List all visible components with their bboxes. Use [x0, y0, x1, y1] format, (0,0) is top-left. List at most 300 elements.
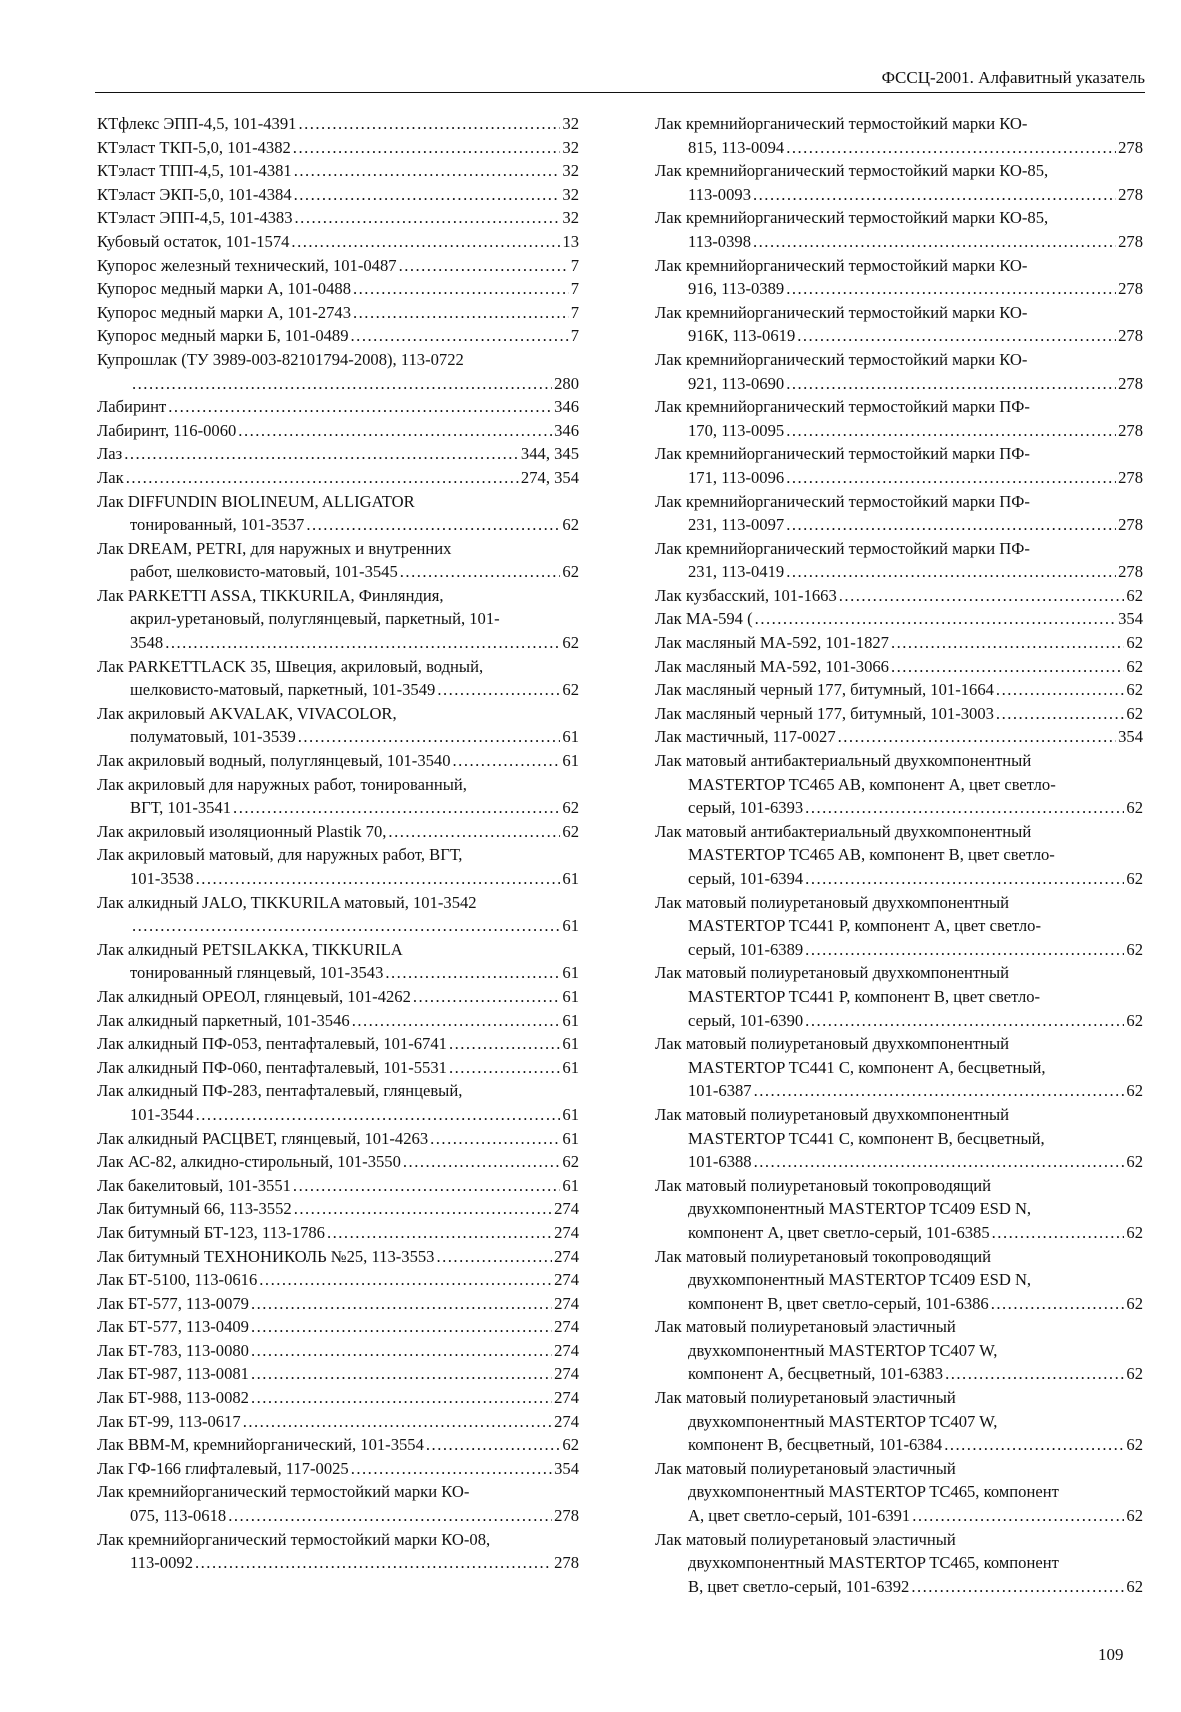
index-entry-text: Лак кузбасский, 101-1663: [655, 585, 837, 605]
index-entry-line: [655, 206, 1143, 230]
index-column-left: [97, 112, 579, 1575]
index-entry-line: [655, 301, 1143, 325]
dot-leader: [805, 867, 1124, 891]
index-entry: [97, 1127, 579, 1151]
index-entry: [97, 1032, 579, 1056]
index-entry-page-ref: 62: [1126, 1081, 1143, 1101]
index-entry-text: 101-3538: [130, 869, 194, 888]
index-entry-page-ref: 62: [562, 633, 579, 653]
index-entry-text: двухкомпонентный MASTERTOP TC465, компонент: [688, 1482, 1059, 1502]
index-entry-text: Лак матовый полиуретановый двухкомпонентный: [655, 892, 1010, 912]
page-number: 109: [1098, 1645, 1124, 1664]
index-entry-page-ref: 346: [554, 397, 579, 417]
index-entry-line: [655, 466, 1143, 490]
index-entry-line: [655, 678, 1143, 702]
dot-leader: [293, 1174, 560, 1198]
index-entry-page-ref: 278: [554, 1506, 579, 1526]
index-entry-text: КТэласт ТПП-4,5, 101-4381: [97, 161, 292, 181]
index-entry-text: ВГТ, 101-3541: [130, 798, 232, 818]
index-entry-text: Лак матовый антибактериальный двухкомпонентный: [655, 821, 1032, 841]
index-entry-line: [97, 1433, 579, 1457]
index-entry-page-ref: 62: [562, 1435, 579, 1455]
index-entry-page-ref: 61: [562, 1175, 579, 1195]
index-entry: [97, 490, 579, 537]
index-entry-text: 075, 113-0618: [130, 1506, 227, 1526]
dot-leader: [805, 938, 1124, 962]
dot-leader: [238, 419, 552, 443]
index-entry-line: [655, 1009, 1143, 1033]
index-entry-page-ref: 61: [562, 1057, 579, 1077]
dot-leader: [996, 702, 1124, 726]
index-entry-text: Лак кремнийорганический термостойкий марки КО-: [655, 349, 1028, 369]
index-entry: [97, 1174, 579, 1198]
index-entry: [97, 1528, 579, 1575]
dot-leader: [251, 1362, 552, 1386]
index-entry: [655, 490, 1143, 537]
index-entry-page-ref: 278: [1118, 562, 1143, 582]
index-entry-text: Лабиринт, 116-0060: [97, 420, 237, 440]
index-entry: [97, 1457, 579, 1481]
index-entry-line: [655, 1528, 1143, 1552]
index-entry-text: серый, 101-6394: [688, 869, 804, 888]
index-entry-line: [97, 183, 579, 207]
index-entry-page-ref: 354: [554, 1458, 579, 1478]
index-entry-text: MASTERTOP TC465 AB, компонент В, цвет светло-: [688, 845, 1055, 865]
index-entry: [97, 159, 579, 183]
dot-leader: [805, 796, 1124, 820]
index-entry-text: Лак МА-594 (: [655, 609, 753, 629]
dot-leader: [294, 159, 561, 183]
index-entry-page-ref: 61: [562, 727, 579, 747]
index-entry: [97, 1221, 579, 1245]
index-entry-line: [655, 1032, 1143, 1056]
dot-leader: [195, 1551, 552, 1575]
index-entry-line: [655, 749, 1143, 773]
index-entry: [97, 1079, 579, 1126]
index-entry-line: [97, 1174, 579, 1198]
index-entry-text: Лак акриловый матовый, для наружных работ, ВГТ,: [97, 845, 463, 865]
dot-leader: [449, 1032, 560, 1056]
index-entry: [655, 678, 1143, 702]
index-column-right: [655, 112, 1143, 1598]
index-entry-line: [97, 1315, 579, 1339]
index-entry: [655, 1386, 1143, 1457]
index-entry-text: MASTERTOP TC441 P, компонент В, цвет светло-: [688, 986, 1041, 1006]
index-entry-text: Лак битумный ТЕХНОНИКОЛЬ №25, 113-3553: [97, 1246, 435, 1266]
index-entry-line: [655, 1245, 1143, 1269]
index-entry-page-ref: 62: [1126, 633, 1143, 653]
index-entry-text: 101-6387: [688, 1081, 752, 1101]
index-entry: [655, 749, 1143, 820]
index-entry: [655, 702, 1143, 726]
dot-leader: [426, 1433, 561, 1457]
dot-leader: [786, 277, 1116, 301]
index-entry-line: [97, 513, 579, 537]
index-entry-text: КТэласт ЭКП-5,0, 101-4384: [97, 184, 292, 204]
index-entry-line: [97, 961, 579, 985]
index-entry: [655, 1528, 1143, 1599]
index-entry-line: [97, 301, 579, 325]
index-entry-text: тонированный, 101-3537: [130, 515, 305, 535]
index-entry-line: [655, 348, 1143, 372]
index-entry-line: [97, 1551, 579, 1575]
running-header: [95, 66, 1145, 93]
dot-leader: [753, 230, 1116, 254]
index-entry: [97, 183, 579, 207]
index-entry-line: [97, 1528, 579, 1552]
index-entry: [97, 702, 579, 749]
index-entry-text: двухкомпонентный MASTERTOP TC409 ESD N,: [688, 1270, 1032, 1290]
dot-leader: [413, 985, 561, 1009]
index-entry: [655, 348, 1143, 395]
dot-leader: [385, 961, 560, 985]
index-entry-page-ref: 274, 354: [520, 467, 579, 487]
index-entry-text: двухкомпонентный MASTERTOP TC407 W,: [688, 1340, 998, 1360]
index-entry-line: [97, 159, 579, 183]
dot-leader: [351, 1457, 552, 1481]
index-entry-line: [655, 1480, 1143, 1504]
dot-leader: [132, 372, 552, 396]
index-entry-text: 113-0398: [688, 231, 751, 251]
index-entry-text: Лак кремнийорганический термостойкий марки ПФ-: [655, 538, 1030, 558]
index-entry-line: [655, 1221, 1143, 1245]
index-entry-text: двухкомпонентный MASTERTOP TC409 ESD N,: [688, 1199, 1032, 1219]
index-entry-text: Лак акриловый изоляционный Plastik 70,: [97, 821, 387, 841]
index-entry-text: Лак кремнийорганический термостойкий марки КО-: [655, 114, 1028, 133]
index-entry-text: Лак БТ-988, 113-0082: [97, 1388, 249, 1408]
index-entry-text: Лак кремнийорганический термостойкий марки ПФ-: [655, 491, 1030, 511]
dot-leader: [294, 183, 561, 207]
index-entry-line: [97, 584, 579, 608]
index-entry-page-ref: 354: [1118, 609, 1143, 629]
index-entry-text: 3548: [130, 633, 164, 653]
index-entry-text: Лак ВВМ-М, кремнийорганический, 101-3554: [97, 1435, 424, 1455]
index-entry: [97, 442, 579, 466]
dot-leader: [243, 1410, 552, 1434]
index-entry-line: [97, 1410, 579, 1434]
dot-leader: [251, 1339, 552, 1363]
index-entry-page-ref: 62: [1126, 798, 1143, 818]
index-entry: [97, 254, 579, 278]
index-entry-line: [655, 1504, 1143, 1528]
index-entry-page-ref: 278: [1118, 515, 1143, 535]
index-entry-line: [97, 1268, 579, 1292]
index-entry-text: 815, 113-0094: [688, 137, 785, 157]
index-entry-line: [97, 1480, 579, 1504]
index-entry: [97, 348, 579, 395]
dot-leader: [991, 1292, 1125, 1316]
index-entry: [97, 655, 579, 702]
index-entry-page-ref: 344, 345: [520, 444, 579, 464]
index-entry: [97, 112, 579, 136]
index-entry-page-ref: 278: [554, 1553, 579, 1573]
index-entry: [97, 1480, 579, 1527]
dot-leader: [132, 914, 560, 938]
index-entry-line: [97, 938, 579, 962]
index-entry: [97, 1197, 579, 1221]
index-entry: [655, 1174, 1143, 1245]
index-entry-line: [655, 725, 1143, 749]
index-entry-line: [97, 843, 579, 867]
index-entry: [655, 655, 1143, 679]
index-entry-text: MASTERTOP TC441 C, компонент А, бесцветный,: [688, 1057, 1046, 1077]
index-entry-line: [97, 867, 579, 891]
index-entry-text: Лак алкидный ОРЕОЛ, глянцевый, 101-4262: [97, 986, 411, 1006]
dot-leader: [196, 867, 561, 891]
dot-leader: [786, 372, 1116, 396]
index-entry-text: тонированный глянцевый, 101-3543: [130, 963, 384, 983]
index-entry-line: [655, 230, 1143, 254]
index-entry-line: [97, 749, 579, 773]
index-entry: [97, 773, 579, 820]
index-entry-page-ref: 278: [1118, 184, 1143, 204]
index-entry-page-ref: 13: [562, 231, 579, 251]
index-entry-line: [97, 796, 579, 820]
dot-leader: [298, 112, 560, 136]
index-entry: [97, 1150, 579, 1174]
index-entry-page-ref: 62: [1126, 1576, 1143, 1596]
dot-leader: [911, 1575, 1124, 1599]
index-entry: [97, 1009, 579, 1033]
index-entry: [655, 584, 1143, 608]
index-entry-text: КТфлекс ЭПП-4,5, 101-4391: [97, 114, 297, 133]
index-entry-text: Лак кремнийорганический термостойкий марки КО-: [655, 255, 1028, 275]
dot-leader: [353, 277, 569, 301]
index-entry-page-ref: 62: [1126, 1506, 1143, 1526]
index-entry-page-ref: 62: [1126, 1010, 1143, 1030]
dot-leader: [436, 1245, 552, 1269]
index-entry-text: Лак матовый полиуретановый эластичный: [655, 1317, 956, 1337]
index-entry-line: [97, 1339, 579, 1363]
index-entry-text: Лак алкидный JALO, TIKKURILA матовый, 101-3542: [97, 892, 477, 912]
index-entry-text: Лак кремнийорганический термостойкий марки КО-85,: [655, 208, 1049, 228]
index-entry: [655, 820, 1143, 891]
index-entry-line: [655, 136, 1143, 160]
dot-leader: [388, 820, 560, 844]
index-entry-page-ref: 278: [1118, 326, 1143, 346]
index-entry-text: работ, шелковисто-матовый, 101-3545: [130, 562, 398, 582]
index-entry-line: [655, 1127, 1143, 1151]
index-entry-line: [655, 773, 1143, 797]
index-entry-line: [97, 395, 579, 419]
dot-leader: [298, 725, 561, 749]
index-entry-page-ref: 274: [554, 1317, 579, 1337]
index-entry-text: Лак матовый полиуретановый двухкомпонентный: [655, 1104, 1010, 1124]
dot-leader: [165, 631, 560, 655]
index-entry: [655, 1245, 1143, 1316]
index-entry-page-ref: 61: [562, 1034, 579, 1054]
dot-leader: [797, 324, 1116, 348]
index-entry: [97, 324, 579, 348]
dot-leader: [233, 796, 560, 820]
index-entry: [97, 1268, 579, 1292]
index-entry-page-ref: 32: [562, 208, 579, 228]
index-entry-text: полуматовый, 101-3539: [130, 727, 296, 747]
index-entry-page-ref: 278: [1118, 373, 1143, 393]
dot-leader: [754, 1150, 1125, 1174]
index-entry: [655, 537, 1143, 584]
index-entry-text: акрил-уретановый, полуглянцевый, паркетный, 101-: [130, 609, 500, 629]
index-entry-text: 101-6388: [688, 1152, 752, 1172]
index-entry-line: [655, 1410, 1143, 1434]
index-entry-line: [655, 1575, 1143, 1599]
index-entry-text: Лак БТ-577, 113-0409: [97, 1317, 249, 1337]
index-entry-line: [655, 1551, 1143, 1575]
index-entry-page-ref: 62: [562, 562, 579, 582]
index-entry-page-ref: 354: [1118, 727, 1143, 747]
index-entry-line: [655, 1362, 1143, 1386]
dot-leader: [912, 1504, 1124, 1528]
index-entry-text: Лак кремнийорганический термостойкий марки КО-85,: [655, 161, 1049, 181]
index-entry: [97, 136, 579, 160]
index-entry-line: [97, 1009, 579, 1033]
dot-leader: [353, 301, 569, 325]
index-entry: [97, 820, 579, 844]
index-entry-line: [97, 702, 579, 726]
index-entry: [97, 301, 579, 325]
index-entry: [97, 985, 579, 1009]
index-entry-line: [97, 277, 579, 301]
index-entry-text: Лак матовый полиуретановый токопроводящий: [655, 1175, 992, 1195]
index-entry-text: Купорос медный марки Б, 101-0489: [97, 326, 349, 346]
dot-leader: [891, 655, 1124, 679]
index-entry: [97, 466, 579, 490]
index-entry-line: [655, 655, 1143, 679]
index-entry: [655, 891, 1143, 962]
index-entry-page-ref: 274: [554, 1222, 579, 1242]
index-entry-page-ref: 274: [554, 1199, 579, 1219]
index-entry: [655, 206, 1143, 253]
index-entry-line: [655, 1056, 1143, 1080]
index-entry-text: Купорос медный марки А, 101-0488: [97, 279, 351, 299]
index-entry: [97, 1362, 579, 1386]
index-entry-text: серый, 101-6389: [688, 939, 804, 959]
index-entry-page-ref: 32: [562, 184, 579, 204]
index-entry-page-ref: 7: [570, 326, 579, 346]
index-entry-text: А, цвет светло-серый, 101-6391: [688, 1506, 911, 1526]
index-entry-text: двухкомпонентный MASTERTOP TC407 W,: [688, 1411, 998, 1431]
dot-leader: [327, 1221, 552, 1245]
index-entry-text: MASTERTOP TC441 P, компонент А, цвет светло-: [688, 916, 1041, 936]
index-entry-line: [97, 1056, 579, 1080]
dot-leader: [838, 725, 1116, 749]
index-entry-text: Лак алкидный ПФ-060, пентафталевый, 101-5531: [97, 1057, 447, 1077]
index-entry-line: [655, 1174, 1143, 1198]
dot-leader: [295, 206, 561, 230]
index-entry-text: двухкомпонентный MASTERTOP TC465, компонент: [688, 1553, 1059, 1573]
index-entry-text: Лак кремнийорганический термостойкий марки ПФ-: [655, 444, 1030, 464]
index-entry-text: Лабиринт: [97, 397, 167, 417]
index-entry-text: 171, 113-0096: [688, 467, 785, 487]
index-entry-line: [97, 254, 579, 278]
index-entry-text: Лак матовый полиуретановый двухкомпонентный: [655, 1034, 1010, 1054]
index-entry-text: 231, 113-0419: [688, 562, 785, 582]
index-entry-page-ref: 62: [562, 821, 579, 841]
index-entry: [655, 1103, 1143, 1174]
index-entry-page-ref: 274: [554, 1293, 579, 1313]
index-entry-text: Лак масляный МА-592, 101-1827: [655, 633, 889, 653]
index-entry-line: [655, 891, 1143, 915]
index-entry-page-ref: 280: [554, 373, 579, 393]
dot-leader: [399, 254, 569, 278]
index-entry-page-ref: 62: [562, 798, 579, 818]
index-entry-line: [655, 1339, 1143, 1363]
index-entry-text: Лак алкидный PETSILAKKA, TIKKURILA: [97, 939, 403, 959]
dot-leader: [754, 1079, 1125, 1103]
index-entry-line: [655, 537, 1143, 561]
index-entry-page-ref: 62: [1126, 1222, 1143, 1242]
index-entry-line: [97, 914, 579, 938]
index-entry-text: 113-0093: [688, 184, 751, 204]
dot-leader: [196, 1103, 561, 1127]
index-entry-text: компонент В, бесцветный, 101-6384: [688, 1435, 943, 1455]
dot-leader: [753, 183, 1116, 207]
index-entry-line: [655, 938, 1143, 962]
index-entry-page-ref: 62: [1126, 1364, 1143, 1384]
index-entry: [97, 1410, 579, 1434]
index-entry-line: [655, 961, 1143, 985]
index-entry-line: [655, 490, 1143, 514]
dot-leader: [755, 607, 1116, 631]
index-entry: [97, 230, 579, 254]
index-entry-text: Лак кремнийорганический термостойкий марки ПФ-: [655, 397, 1030, 417]
index-entry-line: [97, 820, 579, 844]
index-entry: [655, 607, 1143, 631]
index-entry-page-ref: 274: [554, 1388, 579, 1408]
index-entry-text: Лак кремнийорганический термостойкий марки КО-08,: [97, 1529, 491, 1549]
index-entry-line: [97, 1127, 579, 1151]
index-entry-line: [97, 1197, 579, 1221]
index-entry-line: [97, 678, 579, 702]
index-entry-line: [655, 1457, 1143, 1481]
index-entry-line: [97, 655, 579, 679]
index-entry-page-ref: 61: [562, 751, 579, 771]
index-entry-line: [97, 1292, 579, 1316]
index-entry-line: [655, 513, 1143, 537]
dot-leader: [403, 1150, 561, 1174]
index-entry-page-ref: 62: [1126, 656, 1143, 676]
index-entry-line: [655, 985, 1143, 1009]
index-entry: [655, 961, 1143, 1032]
index-entry-line: [655, 1268, 1143, 1292]
index-entry-line: [97, 985, 579, 1009]
index-entry: [97, 1245, 579, 1269]
dot-leader: [228, 1504, 552, 1528]
index-entry-text: Лак матовый антибактериальный двухкомпонентный: [655, 751, 1032, 771]
index-entry-text: 916К, 113-0619: [688, 326, 796, 346]
index-entry: [97, 584, 579, 655]
index-entry-text: Лак матовый полиуретановый эластичный: [655, 1458, 956, 1478]
index-entry-text: Лак БТ-987, 113-0081: [97, 1364, 249, 1384]
index-entry-text: 916, 113-0389: [688, 279, 785, 299]
index-entry-page-ref: 274: [554, 1411, 579, 1431]
index-entry-line: [97, 773, 579, 797]
index-entry-text: Лак кремнийорганический термостойкий марки КО-: [655, 302, 1028, 322]
index-entry-page-ref: 62: [1126, 680, 1143, 700]
index-entry-line: [97, 631, 579, 655]
index-entry-text: Лак матовый полиуретановый двухкомпонентный: [655, 963, 1010, 983]
index-entry: [655, 442, 1143, 489]
index-entry-line: [655, 1150, 1143, 1174]
index-entry-text: Лак алкидный ПФ-053, пентафталевый, 101-6741: [97, 1034, 447, 1054]
index-entry-page-ref: 274: [554, 1270, 579, 1290]
index-entry-page-ref: 62: [562, 515, 579, 535]
index-entry-line: [97, 1221, 579, 1245]
index-entry: [655, 395, 1143, 442]
index-entry-text: MASTERTOP TC465 AB, компонент А, цвет светло-: [688, 774, 1056, 794]
index-entry-text: Лак БТ-577, 113-0079: [97, 1293, 249, 1313]
dot-leader: [449, 1056, 560, 1080]
